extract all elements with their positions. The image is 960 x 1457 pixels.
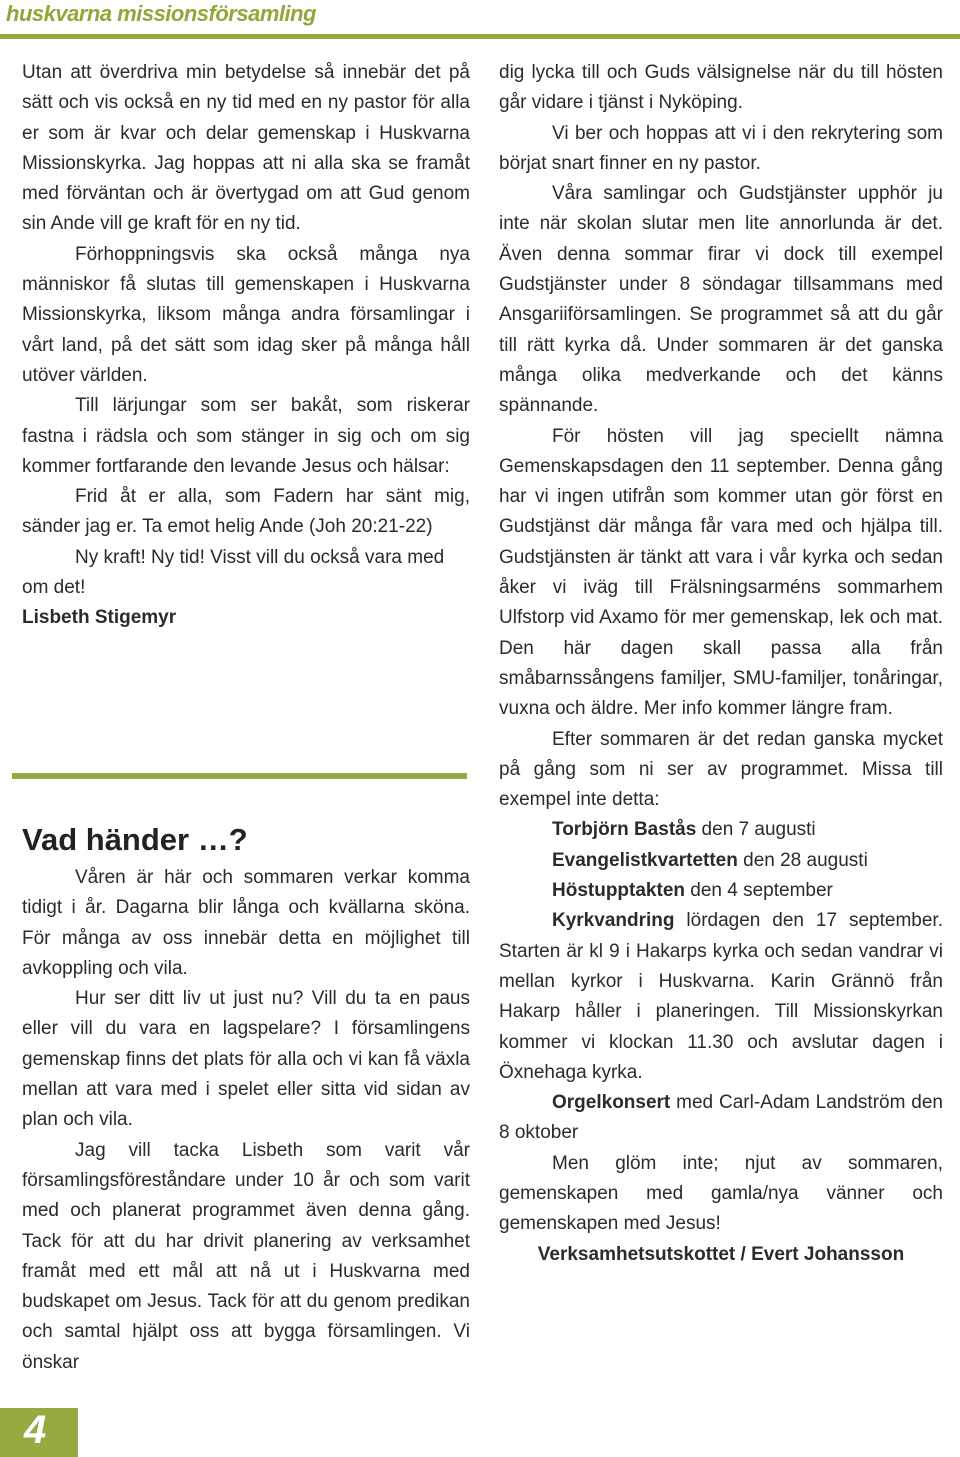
left-paragraph-2: Förhoppningsvis ska också många nya människor få slutas till gemenskapen i Huskvarna Missionskyrka, liksom många andra församlingar i vårt land, på det sätt som idag sker på många håll utöver världen. bbox=[22, 243, 470, 386]
event-name: Torbjörn Bastås bbox=[552, 819, 697, 841]
section-paragraph-2: Hur ser ditt liv ut just nu? Vill du ta en paus eller vill du vara en lagspelare? I församlingens gemenskap finns det plats för alla och vi kan få växla mellan att vara med i spelet eller sitta vid sidan av plan och vila. bbox=[22, 988, 470, 1131]
section-paragraph-1: Våren är här och sommaren verkar komma tidigt i år. Dagarna blir långa och kvällarna sköna. För många av oss innebär detta en möjlighet till avkoppling och vila. bbox=[22, 867, 470, 979]
event-name: Kyrkvandring bbox=[552, 910, 675, 932]
event-name: Evangelistkvartetten bbox=[552, 849, 738, 871]
right-paragraph-5: Efter sommaren är det redan ganska mycket på gång som ni ser av programmet. Missa till exempel inte detta: bbox=[499, 728, 943, 811]
section-body bbox=[22, 863, 470, 1378]
left-paragraph-3: Till lärjungar som ser bakåt, som riskerar fastna i rädsla och som stänger in sig och om sig kommer fortfarande den levande Jesus och hälsar: bbox=[22, 395, 470, 477]
author-signature: Lisbeth Stigemyr bbox=[22, 607, 177, 629]
page-number: 4 bbox=[24, 1408, 47, 1452]
event-detail: den 4 september bbox=[685, 880, 833, 902]
event-detail: lördagen den 17 september. Starten är kl 9 i Hakarps kyrka och sedan vandrar vi mellan kyrkor i Huskvarna. Karin Grännö från Hakarp håller i planeringen. Till Missionskyrkan kommer vi klockan 11.30 och avslutar dagen i Öxnehaga kyrka. bbox=[499, 910, 943, 1083]
orgelkonsert-paragraph bbox=[499, 1088, 943, 1149]
section-paragraph-3: Jag vill tacka Lisbeth som varit vår församlingsföreståndare under 10 år och som varit med och planerat programmet även denna gång. Tack för att du har drivit planering av verksamhet framåt med ett mål att nå ut i Huskvarna med budskapet om Jesus. Tack för att du genom predikan och samtal hjälpt oss att bygga församlingen. Vi önskar bbox=[22, 1139, 470, 1373]
kyrkvandring-paragraph bbox=[499, 906, 943, 1088]
left-paragraph-5: Ny kraft! Ny tid! Visst vill du också vara med om det! bbox=[22, 546, 445, 599]
publication-title: huskvarna missionsförsamling bbox=[6, 1, 316, 26]
event-name: Höstupptakten bbox=[552, 880, 685, 902]
right-paragraph-2: Vi ber och hoppas att vi i den rekrytering som börjat snart finner en ny pastor. bbox=[499, 122, 943, 174]
event-detail: den 7 augusti bbox=[696, 819, 816, 841]
right-paragraph-1: dig lycka till och Guds välsignelse när du till hösten går vidare i tjänst i Nyköping. bbox=[499, 62, 943, 114]
event-detail: med Carl-Adam Landström den 8 oktober bbox=[499, 1092, 943, 1144]
event-name: Orgelkonsert bbox=[552, 1092, 671, 1114]
section-heading: Vad händer …? bbox=[22, 822, 248, 857]
right-paragraph-4: För hösten vill jag speciellt nämna Gemenskapsdagen den 11 september. Denna gång har vi ingen utifrån som kommer utan gör först en Gudstjänst där många får vara med och hjälpa till. Gudstjänsten är tänkt att vara i vår kyrka och sedan åker vi iväg till Frälsningsarméns sommarhem Ulfstorp vid Axamo för mer gemenskap, lek och mat. Den här dagen skall passa alla från småbarnssångens familjer, SMU-familjer, tonåringar, vuxna och äldre. Mer info kommer längre fram. bbox=[499, 425, 943, 720]
event-item bbox=[499, 876, 943, 906]
header-rule bbox=[0, 34, 960, 39]
left-article bbox=[22, 58, 470, 634]
closing-signature: Verksamhetsutskottet / Evert Johansson bbox=[537, 1243, 905, 1265]
right-column bbox=[499, 58, 943, 1270]
right-paragraph-6: Men glöm inte; njut av sommaren, gemenskapen med gamla/nya vänner och gemenskapen med Jesus! bbox=[499, 1152, 943, 1235]
right-paragraph-3: Våra samlingar och Gudstjänster upphör ju inte när skolan slutar men lite annorlunda är det. Även denna sommar firar vi dock till exempel Gudstjänster under 8 söndagar tillsammans med Ansgariiförsamlingen. Se programmet så att du går till rätt kyrka då. Under sommaren är det ganska många olika medverkande och det känns spännande. bbox=[499, 183, 943, 417]
scripture-quote: Frid åt er alla, som Fadern har sänt mig, sänder jag er. Ta emot helig Ande (Joh 20:21-22) bbox=[22, 486, 470, 538]
event-item bbox=[499, 815, 943, 845]
event-item bbox=[499, 846, 943, 876]
section-divider bbox=[12, 773, 467, 779]
page-number-box bbox=[0, 1408, 78, 1457]
left-paragraph-1: Utan att överdriva min betydelse så innebär det på sätt och vis också en ny tid med en ny pastor för alla er som är kvar och delar gemenskap i Huskvarna Missionskyrka. Jag hoppas att ni alla ska se framåt med förväntan och är övertygad om att Gud genom sin Ande vill ge kraft för en ny tid. bbox=[22, 62, 470, 235]
event-detail: den 28 augusti bbox=[737, 849, 868, 871]
